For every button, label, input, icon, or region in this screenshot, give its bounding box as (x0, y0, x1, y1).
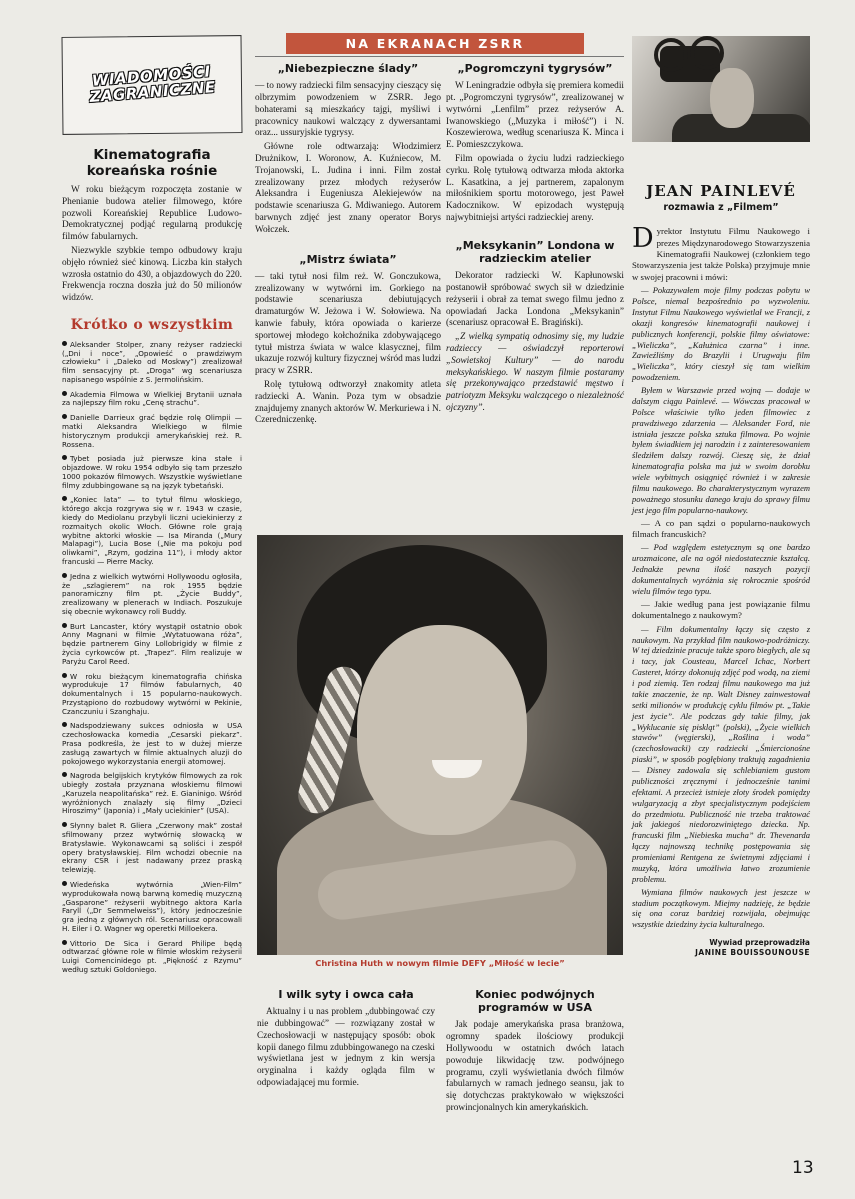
column-news (62, 36, 242, 981)
interview-credit-name: JANINE BOUISSOUNOUSE (695, 947, 810, 957)
painleve-photo (632, 36, 810, 142)
meksykanin-title: „Meksykanin” Londona w radzieckim atelier (455, 238, 615, 265)
list-item: Aleksander Stolper, znany reżyser radziecki („Dni i noce”, „Opowieść o prawdziwym człowieku” i „Daleko od Moskwy”) zrealizował film sensacyjny pt. „Droga” wg scenariusza napisanego wspólnie z S. Jermolińskim. (62, 339, 242, 384)
meksykanin-paragraph: Dekorator radziecki W. Kapłunowski postanowił spróbować swych sił w dziedzinie reżyserii i obrał za temat swego filmu jedno z opowiadań Jacka Londona „Meksykanin” (scenariusz opracował E. Bragiński). (446, 271, 624, 329)
krotko-list (62, 341, 242, 975)
koniec-title: Koniec podwójnych programów w USA (475, 988, 595, 1015)
section-banner: NA EKRANACH ZSRR (286, 33, 584, 54)
column-zssr-right (446, 36, 624, 417)
column-interview (632, 36, 810, 957)
wilk-title: I wilk syty i owca cała (278, 988, 414, 1001)
list-item: Tybet posiada już pierwsze kina stałe i objazdowe. W roku 1954 odbyło się tam przeszło 1000 pokazów filmowych. Wszystkie wyświetlane filmy zdubbingowane są na język tybetański. (62, 454, 242, 490)
drop-cap: D (632, 223, 654, 255)
slady-paragraph: — to nowy radziecki film sensacyjny cieszący się olbrzymim powodzeniem w ZSRR. Jego bohaterami są mieszkańcy tajgi, myśliwi i pracownicy naukowi walczący z dywersantami oraz... ussuryjskie tygrysy. (255, 81, 441, 139)
list-item: Słynny balet R. Gliera „Czerwony mak” został sfilmowany przez wytwórnię słowacką w Bratysławie. Wykonawcami są soliści i zespół opery bratysławskiej. Film wchodzi obecnie na ekrany CSR i jest nadawany przez praską telewizję. (62, 821, 242, 875)
photo-face (357, 625, 527, 835)
wilk-paragraph: Aktualny i u nas problem „dubbingować czy nie dubbingować” — rozwiązany został w Czechosłowacji w następujący sposób: obok kopii danego filmu zdubbingowanego na czeski wyświetlana jest w jednym z kin wersja oryginalna i każdy ogląda film w odpowiadającej mu formie. (257, 1007, 435, 1088)
bullet-icon (62, 940, 67, 945)
bullet-icon (62, 573, 67, 578)
interview-paragraph: Wymiana filmów naukowych jest jeszcze w stadium początkowym. Miejmy nadzieję, że będzie się ona coraz bardziej rozwijała, obejmując wszystkie dziedziny życia kulturalnego. (632, 886, 810, 930)
interview-question: — Jakie według pana jest powiązanie filmu dokumentalnego z naukowym? (632, 598, 810, 621)
bullet-icon (62, 722, 67, 727)
interview-question: — A co pan sądzi o popularno-naukowych filmach francuskich? (632, 517, 810, 540)
tygrysy-paragraph: Film opowiada o życiu ludzi radzieckiego cyrku. Rolę tytułową odtwarza młoda aktorka L. Kasatkina, a jej partnerem, zapalonym miłośnikiem sportu motorowego, jest Paweł Kadocznikow. W epizodach występują najwybitniejsi artyści radzieckiej areny. (446, 153, 624, 223)
list-item: Burt Lancaster, który wystąpił ostatnio obok Anny Magnani w filmie „Wytatuowana róża”, będzie partnerem Giny Lollobrigidy w filmie z życia cyrkowców pt. „Trapez”. Film realizuje w Paryżu Carol Reed. (62, 621, 242, 666)
korea-paragraph: W roku bieżącym rozpoczęta zostanie w Phenianie budowa atelier filmowego, które pozwoli Koreańskiej Republice Ludowo-Demokratycznej podjąć regularną produkcję filmów fabularnych. (62, 185, 242, 243)
article-wilk (257, 988, 435, 1092)
list-item: Akademia Filmowa w Wielkiej Brytanii uznała za najlepszy film roku „Cenę strachu”. (62, 389, 242, 408)
actress-photo (257, 535, 623, 955)
interview-paragraph: Byłem w Warszawie przed wojną — dodaje w dalszym ciągu Painlevé. — Wówczas pracował w Polsce właściwie tylko jeden filmowiec z prawdziwego zdarzenia — Aleksander Ford, nie istniała jeszcze polska sztuka filmowa. Po wojnie byłem świadkiem jej narodzin i z zainteresowaniem śledziłem dalszy rozwój. Cieszę się, że dział kinematografia polska ma już w swoim dorobku wiele wybitnych osiągnięć również i w zakresie filmu naukowego. Bo charakterystycznym wyrazem poważnego stosunku danego kraju do sprawy filmu jest jego film popularno-naukowy. (632, 385, 810, 515)
article-koniec (446, 988, 624, 1117)
list-item: Jedna z wielkich wytwórni Hollywoodu ogłosiła, że „szlagierem” na rok 1955 będzie panoramiczny film pt. „Życie Buddy”, zrealizowany w plenerach w Indiach. Poszukuje się obecnie wykonawcy roli Buddy. (62, 571, 242, 616)
koniec-paragraph: Jak podaje amerykańska prasa branżowa, ogromny spadek ilościowy produkcji Hollywoodu w ostatnich dwóch latach powoduje likwidację tzw. podwójnego programu, czyli wyświetlania dwóch filmów fabularnych w ramach jednego seansu, jak to się dotychczas praktykowało w większości prowincjonalnych kin amerykańskich. (446, 1020, 624, 1113)
photo-caption: Christina Huth w nowym filmie DEFY „Miłość w lecie” (315, 958, 565, 968)
tygrysy-paragraph: W Leningradzie odbyła się premiera komedii pt. „Pogromczyni tygrysów”, zrealizowanej w wytwórni „Lenfilm” przez reżyserów A. Iwanowskiego („Muzyka i miłość”) i N. Koszewierowa, według scenariusza K. Minca i E. Pomieszczykowa. (446, 81, 624, 151)
tygrysy-title: „Pogromczyni tygrysów” (457, 62, 613, 75)
bullet-icon (62, 772, 67, 777)
slady-paragraph: Główne role odtwarzają: Włodzimierz Drużnikow, I. Woronow, A. Kuźniecow, M. Trojanowski, L. Judina i inni. Film został zrealizowany przez młodych reżyserów Aleksandra i Eugeniusza Alekiejewów na podstawie scenariusza G. Mdiwaniego. Autorem barwnych zdjęć jest znany operator Borys Wołczek. (255, 142, 441, 235)
page-number: 13 (792, 1158, 814, 1178)
bullet-icon (62, 341, 67, 346)
mistrz-paragraph: Rolę tytułową odtworzył znakomity atleta radziecki A. Wanin. Poza tym w obsadzie znajdujemy znanych aktorów W. Merkuriewa i N. Czeredniczenkę. (255, 379, 441, 426)
bullet-icon (62, 496, 67, 501)
list-item: Danielle Darrieux grać będzie rolę Olimpii — matki Aleksandra Wielkiego w filmie historycznym produkcji amerykańskiej reż. R. Rossena. (62, 413, 242, 449)
masthead-box (61, 35, 242, 135)
slady-title: „Niebezpieczne ślady” (277, 62, 419, 75)
korea-paragraph: Niezwykle szybkie tempo odbudowy kraju objęło również sieć kinową. Liczba kin stałych wzrosła ostatnio do 430, a objazdowych do 220. Frekwencja roczna doszła już do 50 milionów widzów. (62, 246, 242, 304)
mistrz-paragraph: — taki tytuł nosi film reż. W. Gonczukowa, zrealizowany w wytwórni im. Gorkiego na podstawie scenariusza debiutujących dramaturgów W. Jeżowa i W. Sołowiewa. Na kanwie fabuły, która opowiada o karierze sportowej młodego kołchoźnika zdobywającego tytuł mistrza świata w walce klasycznej, film ukazuje rozwój kultury fizycznej wśród mas ludzi pracy w ZSRR. (255, 271, 441, 377)
mistrz-title: „Mistrz świata” (299, 252, 397, 266)
bullet-icon (62, 414, 67, 419)
film-reel-icon (690, 36, 724, 70)
meksykanin-paragraph: „Z wielką sympatią odnosimy się, my ludzie radzieccy — oświadczył reporterowi „Sowietskoj Kultury” — do narodu meksykańskiego. W naszym filmie postaramy się przekonywająco przedstawić męstwo i patriotyzm Meksyku walczącego o niezależność ojczyzny”. (446, 332, 624, 413)
bullet-icon (62, 822, 67, 827)
interview-name: JEAN PAINLEVÉ (646, 182, 796, 200)
interview-intro: Dyrektor Instytutu Filmu Naukowego i prezes Międzynarodowego Stowarzyszenia Kinematografii Naukowej (członkiem tego Stowarzyszenia jest także Polska) przyjmuje mnie w swojej pracowni i mówi: (632, 223, 810, 282)
list-item: Nadspodziewany sukces odniosła w USA czechosłowacka komedia „Cesarski piekarz”. Prasa podkreśla, że jest to w dużej mierze zasługą zawartych w filmie aktualnych aluzji do pokojowego wykorzystania energii atomowej. (62, 721, 242, 766)
list-item: Vittorio De Sica i Gerard Philipe będą odtwarzać główne role w filmie włoskim reżyserii Luigi Comencinidego pt. „Piękność z Rzymu” według sztuki Goldoniego. (62, 938, 242, 974)
bullet-icon (62, 881, 67, 886)
film-reel-icon (654, 38, 688, 72)
column-zssr-left (255, 36, 441, 429)
bullet-icon (62, 673, 67, 678)
photo-head (710, 68, 754, 128)
bullet-icon (62, 623, 67, 628)
list-item: Nagroda belgijskich krytyków filmowych za rok ubiegły została przyznana włoskiemu filmowi „Karuzela neapolitańska” reż. E. Gianinigo. Wśród wyróżnionych znalazły się filmy „Dzieci Hiroszimy” (Japonia) i „Mały uciekinier” (USA). (62, 771, 242, 816)
krotko-title: Krótko o wszystkim (70, 317, 234, 333)
list-item: W roku bieżącym kinematografia chińska wyprodukuje 17 filmów fabularnych, 40 dokumentalnych i 15 popularno-naukowych. Przystąpiono do rozbudowy wytwórni w Pekinie, Czanczuniu i Szanghaju. (62, 671, 242, 716)
korea-title: Kinematografia koreańska rośnie (86, 147, 218, 179)
bullet-icon (62, 455, 67, 460)
list-item: „Koniec lata” — to tytuł filmu włoskiego, którego akcja rozgrywa się w r. 1943 w czasie, kiedy do Mediolanu przybyli liczni uciekinierzy z rozmaitych okolic Włoch. Główne role grają wybitne aktorki włoskie — Isa Miranda („Mury Malapagi”), Lucia Bose („Nie ma pokoju pod oliwkami”, „Rzym, godzina 11”), i młody aktor francuski — Pierre Macky. (62, 495, 242, 566)
interview-credit-label: Wywiad przeprowadziła (709, 938, 810, 948)
bullet-icon (62, 391, 67, 396)
interview-paragraph: — Film dokumentalny łączy się często z naukowym. Na przykład film naukowo-podróżniczy. W tej dziedzinie pracuje także sporo biegłych, ale są i tacy, jak Cousteau, Marcel Ichac, Norbert Casteret, którzy dokonują zdjęć pod wodą, na ziemi i pod ziemią. Ten rodzaj filmu naukowego ma już takie znaczenie, że np. Walt Disney zainwestował setki milionów w produkcję cyklu filmów pt. „Takie jest życie”. Ale podczas gdy takie filmy, jak „Wyklucanie się piskląt” (polski), „Życie wielkich stawów” (węgierski), „Roślina i woda” (czechosłowacki) czy radziecki „Śmiercionośne piaski”, w sposób pogłębiony traktują zagadnienia — Disney zadowala się schlebianiem gustom publiczności zręcznymi i jednocześnie tanimi efektami. A przecież istnieje złoty środek pomiędzy wulgaryzacją a zbyt specjalistycznym podejściem do przedmiotu. Publiczność nie trzeba traktować jak jakiegoś niedorozwiniętego dziecka. Np. francuski film „Niebieska mucha” dr. Thevenarda łączy najnowszą technikę postępowania się promieniami Rentgena ze świetnymi zdjęciami i muzyką, która umożliwia łatwo zrozumienie problemu. (632, 623, 810, 884)
interview-paragraph: — Pod względem estetycznym są one bardzo urozmaicone, ale na ogół niedostatecznie kształcą. Jednakże pewna ilość naszych pozycji dokumentalnych wyróżnia się rokrocznie spośród wielu filmów tego typu. (632, 542, 810, 596)
list-item: Wiedeńska wytwórnia „Wien-Film” wyprodukowała nową barwną komedię muzyczną „Gasparone” reżyserii wybitnego aktora Karla Faryll („Dr Semmelweiss”), który jednocześnie gra jedną z głównych ról. Scenariusz opracowali H. Eiler i O. Wagner wg operetki Milloekera. (62, 879, 242, 933)
interview-paragraph: — Pokazywałem moje filmy podczas pobytu w Polsce, niemal bezpośrednio po wyzwoleniu. Instytut Filmu Naukowego wyświetlał we Francji, z okazji kongresów kinematografii naukowej i publicznych konferencji, polskie filmy oświatowe: „Wieliczka”, „Kałużnica czarna” i inne. Zawieźliśmy do Brazylii i Urugwaju film „Wieliczka”, który cieszył się tam wielkim powodzeniem. (632, 285, 810, 383)
masthead-title: WIADOMOŚCI ZAGRANICZNE (88, 62, 217, 107)
interview-subtitle: rozmawia z „Filmem” (663, 202, 779, 214)
